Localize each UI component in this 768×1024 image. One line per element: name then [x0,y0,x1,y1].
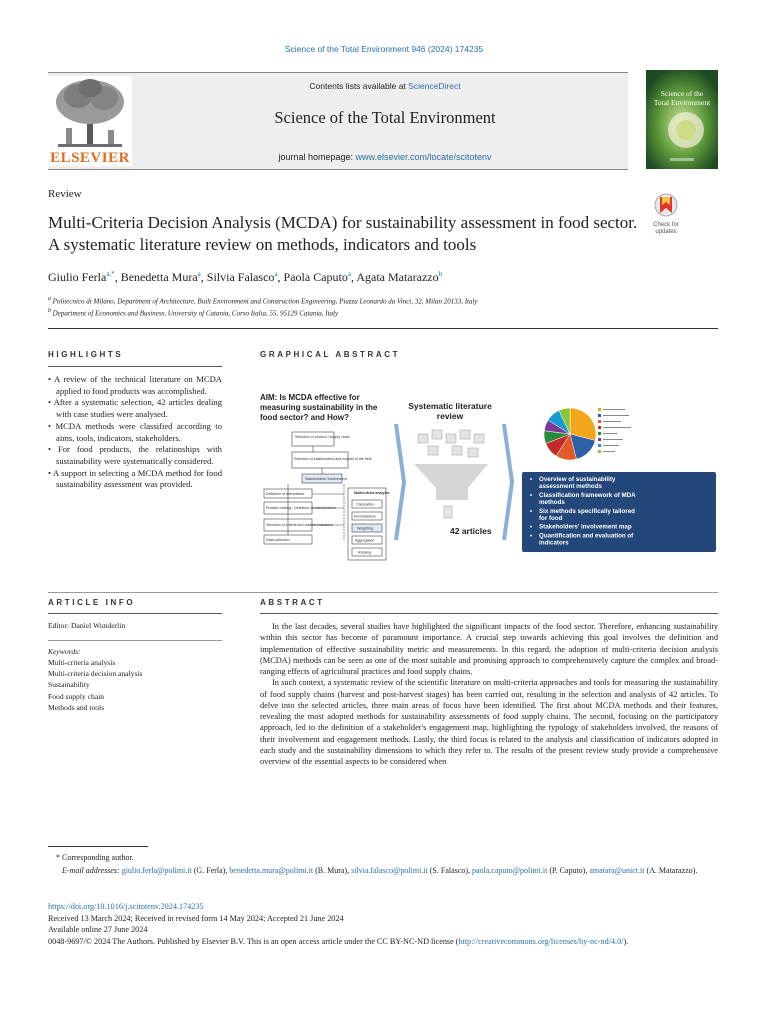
sciencedirect-link[interactable]: ScienceDirect [408,81,461,91]
highlight-item: • A review of the technical literature on MCDA applied to food products was accomplished. [48,374,222,397]
badge-line-2: updates [655,229,677,235]
ga-flow-left4: Data collection [266,538,290,542]
highlights-heading: HIGHLIGHTS [48,350,124,359]
journal-cover-image [646,70,718,169]
affiliation-b [48,308,338,317]
ga-flow-step3: Stakeholders' involvement [305,477,347,481]
badge-line-1: Check for [653,222,679,228]
outcome-bullet: • [530,476,533,483]
license-line [48,936,718,948]
journal-name: Science of the Total Environment [274,108,496,127]
ga-review-2: review [436,411,464,421]
ga-flow-step2: Selection of stakeholders and experts of the field [294,457,372,461]
footnote [48,852,718,877]
doi-link[interactable]: https://doi.org/10.1016/j.scitotenv.2024.174235 [48,902,204,911]
affiliation-mark: a [48,296,51,302]
article-type: Review [48,188,82,200]
outcome-bullet: • [530,491,533,499]
author-name: Silvia Falasco [206,270,275,284]
license-prefix: 0048-9697/© 2024 The Authors. Published by Elsevier B.V. This is an open access article under the CC BY-NC-ND license ( [48,937,459,946]
license-link[interactable]: http://creativecommons.org/licenses/by-nc-nd/4.0/ [458,937,624,946]
ga-flow-right5: Ranking [358,550,372,555]
affiliation-mark: b [48,308,51,314]
chevron-right-icon [396,424,404,540]
badge-label [646,222,686,236]
graphical-abstract-heading: GRAPHICAL ABSTRACT [260,350,401,359]
abstract-heading: ABSTRACT [260,598,325,607]
author-affiliation-mark[interactable]: b [438,270,443,278]
document-icon [444,506,452,518]
author-name: Benedetta Mura [120,270,198,284]
outcome-bullet: • [530,507,533,515]
elsevier-tree-icon [48,76,132,150]
ga-flow-right4: Aggregation [355,538,375,543]
highlight-item: • MCDA methods were classified according to aims, tools, indicators, stakeholders. [48,421,222,444]
contents-line [142,81,628,91]
outcome-item: Overview of sustainability assessment methods [539,476,616,491]
author-affiliation-mark[interactable]: a [197,270,201,278]
keywords-list [48,657,142,713]
outcome-item: Classification framework of MDA methods [539,491,636,507]
cover-title-1: Science of the [660,89,704,98]
cover-title-2: Total Environment [653,98,711,107]
email-link[interactable]: paola.caputo@polimi.it [471,865,548,875]
highlight-item: • After a systematic selection, 42 articles dealing with case studies were analysed. [48,397,222,420]
article-title: Multi-Criteria Decision Analysis (MCDA) for sustainability assessment in food sector. A systematic literature review on methods, indicators and tools [48,213,638,254]
check-for-updates-badge[interactable] [646,193,686,233]
abstract-rule [260,613,718,614]
document-icons [418,430,484,457]
outcome-bullet: • [530,532,533,540]
footnote-rule [48,846,148,847]
email-addresses: E-mail addresses: giulio.ferla@polimi.it (G. Ferla), benedetta.mura@polimi.it (B. Mura), silvia.falasco@polimi.it (S. Falasco), paola.caputo@polimi.it (P. Caputo), amatara@unict.it (A. Matarazzo). [62,865,698,875]
ga-flow-left3: Selection of criteria and relative indicators [266,523,333,527]
abstract-paragraph-2: In such context, a systematic review of the scientific literature on multi-criteria approaches and tools for measuring the sustainability of food supply chains (harvest and post-harvest stages) has been carried out, resulting in the selection and analysis of 42 articles. To delve into the selected articles, three main areas of focus have been identified. The first about MCDA methods and their features, revealing the most adopted methods for sustainability assessments of food supply chains. The second, focusing on the participatory approach, led to the definition of a stakeholder's engagement map, highlighting the typology of stakeholders involved, the reasons of their involvement and engagement methods. Lastly, the third focus is related to the analysis and classification of indicators adopted in each study and the sustainability dimensions to which they refer to. The results of the present review study provide a comprehensive overview of the essential aspects to be considered when [260,678,718,766]
author-name: Giulio Ferla [48,270,107,284]
article-info-rule [48,613,222,614]
header-rule [48,328,718,329]
author-affiliation-mark[interactable]: a [347,270,351,278]
outcome-item: Quantification and evaluation of indicators [539,532,634,547]
ga-aim-3: food sector? and How? [260,413,349,422]
author-affiliation-mark[interactable]: a,* [106,270,115,278]
email-link[interactable]: giulio.ferla@polimi.it [121,865,192,875]
keyword-item: Food supply chain [48,691,105,701]
abstract-body [260,621,718,767]
elsevier-wordmark: ELSEVIER [50,150,130,166]
ga-review-1: Systematic literature [408,401,492,411]
email-link[interactable]: amatara@unict.it [589,865,645,875]
ga-flow-right2: Normalization [354,514,376,519]
ga-flow-right3: Weighting [357,526,373,531]
highlights-rule [48,366,222,367]
email-link[interactable]: silvia.falasco@polimi.it [351,865,428,875]
keyword-item: Sustainability [48,680,90,690]
homepage-prefix: journal homepage: [278,152,356,162]
author-name: Agata Matarazzo [356,270,439,284]
received-dates: Received 13 March 2024; Received in revised form 14 May 2024; Accepted 21 June 2024 [48,914,344,923]
affiliation-text: Politecnico di Milano, Department of Architecture, Built Environment and Construction Engineering, Piazza Leonardo da Vinci, 32, Milan 20133, Italy [52,297,478,306]
email-label: E-mail addresses: [62,865,122,875]
ga-aim-2: measuring sustainability in the [260,403,378,412]
keywords-rule [48,640,222,641]
available-online: Available online 27 June 2024 [48,925,148,934]
highlights-list [48,374,222,491]
ga-flow-right-head: Multicriteria analysis [354,491,390,495]
highlight-item: • For food products, the relationships with sustainability were systematically considered. [48,444,222,467]
pie-chart [544,408,596,460]
highlight-item: • A support in selecting a MCDA method for food sustainability assessment was provided. [48,468,222,491]
keywords-label: Keywords: [48,647,81,656]
keyword-item: Multi-criteria decision analysis [48,669,143,679]
ga-flow-left1: Definition of alternatives [266,492,305,496]
ga-flow-left2: Problem setting - Definition of criteria/ribbon [266,506,336,510]
outcome-bullet: • [530,523,533,531]
outcome-item: Stakeholders' involvement map [539,523,632,531]
abstract-paragraph-1: In the last decades, several studies have highlighted the significant impacts of the food sector. Therefore, enhancing sustainability within this sector has become of paramount importance. A crucial step towards achieving this goal involves the definition and implementation of effective sustainability metric and measurements. In this regard, the adoption of multi-criteria decision analysis (MCDA) methods can be seen as one of the most suitable and promising approach to comprehensively capture the complex and broad-ranging effects of agricultural practices and food supply chains. [260,622,718,676]
homepage-link[interactable]: www.elsevier.com/locate/scitotenv [355,152,492,162]
ga-aim-1: AIM: Is MCDA effective for [260,393,360,402]
email-link[interactable]: benedetta.mura@polimi.it [229,865,314,875]
funnel-icon [414,464,488,500]
author-list: Giulio Ferla$^{a,*}$, Benedetta Mura$^a$, Silvia Falasco$^a$, Paola Caputo$^a$, Agata Matarazzo$^b$ [48,270,443,284]
license-suffix: ). [623,937,629,946]
ga-flow-right1: Calculation [356,502,374,507]
section-rule [48,592,718,593]
ga-articles: 42 articles [450,526,492,536]
graphical-abstract-figure [260,372,718,564]
contents-prefix: Contents lists available at [309,81,409,91]
article-info-heading: ARTICLE INFO [48,598,136,607]
keyword-item: Methods and tools [48,702,105,712]
author-name: Paola Caputo [283,270,348,284]
author-affiliation-mark[interactable]: a [274,270,278,278]
homepage-line [142,152,628,162]
bookmark-icon [646,193,686,217]
chevron-right-icon [504,424,512,540]
ga-flow-top: Selection of product / supply chain [295,435,350,439]
affiliation-a [48,296,478,305]
editor-line: Editor: Daniel Wunderlin [48,621,126,630]
journal-reference[interactable]: Science of the Total Environment 946 (2024) 174235 [284,44,484,54]
outcome-item: Six methods specifically tailored for food [539,507,635,522]
keyword-item: Multi-criteria analysis [48,658,116,667]
affiliation-text: Department of Economics and Business, University of Catania, Corso Italia, 55, 95129 Catania, Italy [52,309,339,318]
corresponding-note: * Corresponding author. [56,853,134,862]
